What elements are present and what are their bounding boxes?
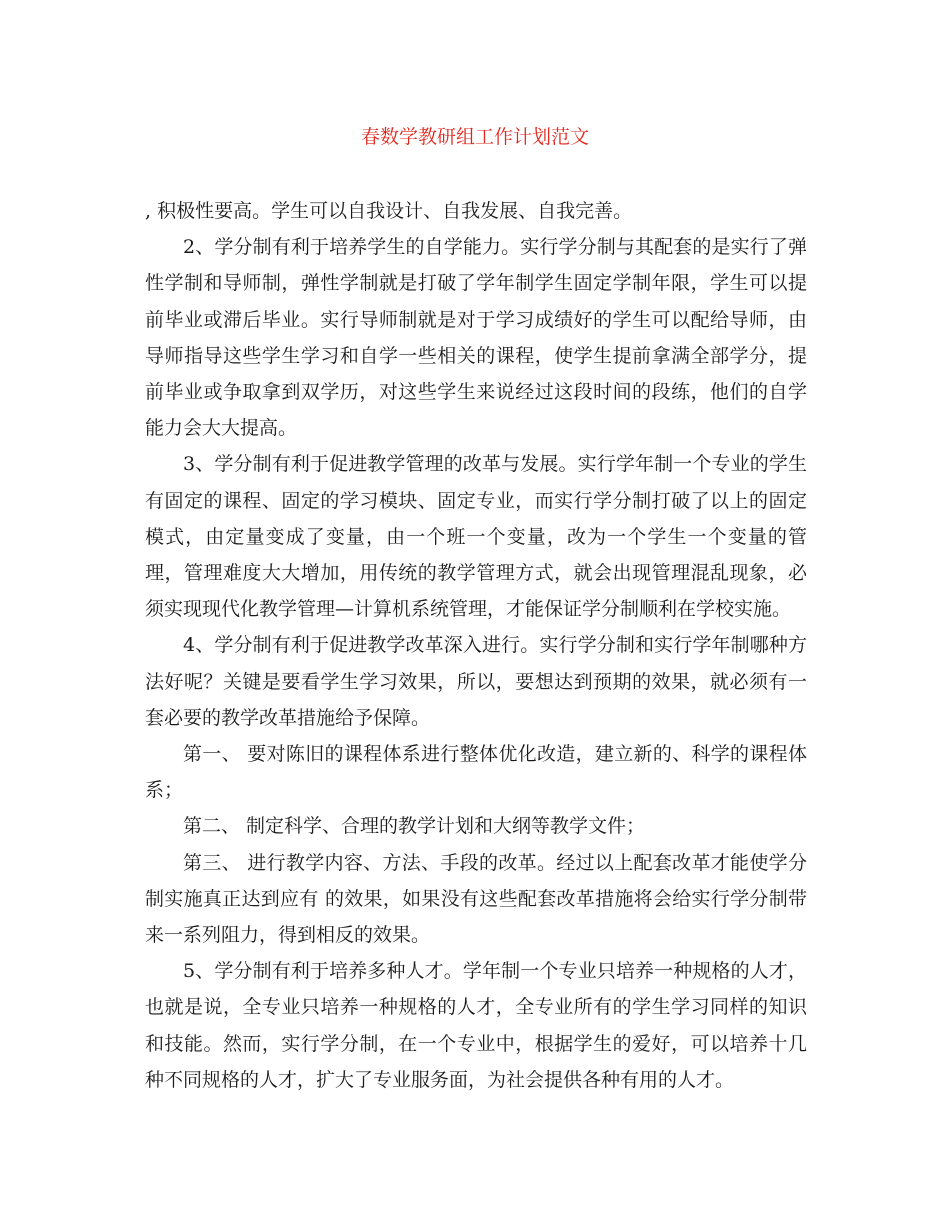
paragraph-point-2: 2、学分制有利于培养学生的自学能力。实行学分制与其配套的是实行了弹性学制和导师制，弹性学制就是打破了学年制学生固定学制年限，学生可以提前毕业或滞后毕业。实行导师制就是对于学习成绩好的学生可以配给导师，由导师指导这些学生学习和自学一些相关的课程，使学生提前拿满全部学分，提前毕业或争取拿到双学历，对这些学生来说经过这段时间的段练，他们的自学能力会大大提高。: [145, 236, 807, 440]
paragraph-point-3: 3、学分制有利于促进教学管理的改革与发展。实行学年制一个专业的学生有固定的课程、固定的学习模块、固定专业，而实行学分制打破了以上的固定模式，由定量变成了变量，由一个班一个变量，改为一个学生一个变量的管理，管理难度大大增加，用传统的教学管理方式，就会出现管理混乱现象，必须实现现代化教学管理—计算机系统管理，才能保证学分制顺利在学校实施。: [145, 453, 807, 621]
paragraph-item-third: 第三、 进行教学内容、方法、手段的改革。经过以上配套改革才能使学分制实施真正达到应有 的效果，如果没有这些配套改革措施将会给实行学分制带来一系列阻力，得到相反的效果。: [145, 851, 807, 947]
paragraph-item-first: 第一、 要对陈旧的课程体系进行整体优化改造，建立新的、科学的课程体系；: [145, 743, 807, 802]
document-body: [145, 193, 807, 1098]
paragraph-item-second: 第二、 制定科学、合理的教学计划和大纲等教学文件；: [183, 815, 646, 838]
paragraph-continuation: , 积极性要高。学生可以自我设计、自我发展、自我完善。: [145, 200, 633, 222]
document-title: 春数学教研组工作计划范文: [360, 126, 589, 148]
paragraph-point-5: 5、学分制有利于培养多种人才。学年制一个专业只培养一种规格的人才，也就是说，全专业只培养一种规格的人才，全专业所有的学生学习同样的知识和技能。然而，实行学分制，在一个专业中，根据学生的爱好，可以培养十几种不同规格的人才，扩大了专业服务面，为社会提供各种有用的人才。: [145, 960, 807, 1091]
paragraph-point-4: 4、学分制有利于促进教学改革深入进行。实行学分制和实行学年制哪种方法好呢？关键是要看学生学习效果，所以，要想达到预期的效果，就必须有一套必要的教学改革措施给予保障。: [145, 634, 807, 729]
